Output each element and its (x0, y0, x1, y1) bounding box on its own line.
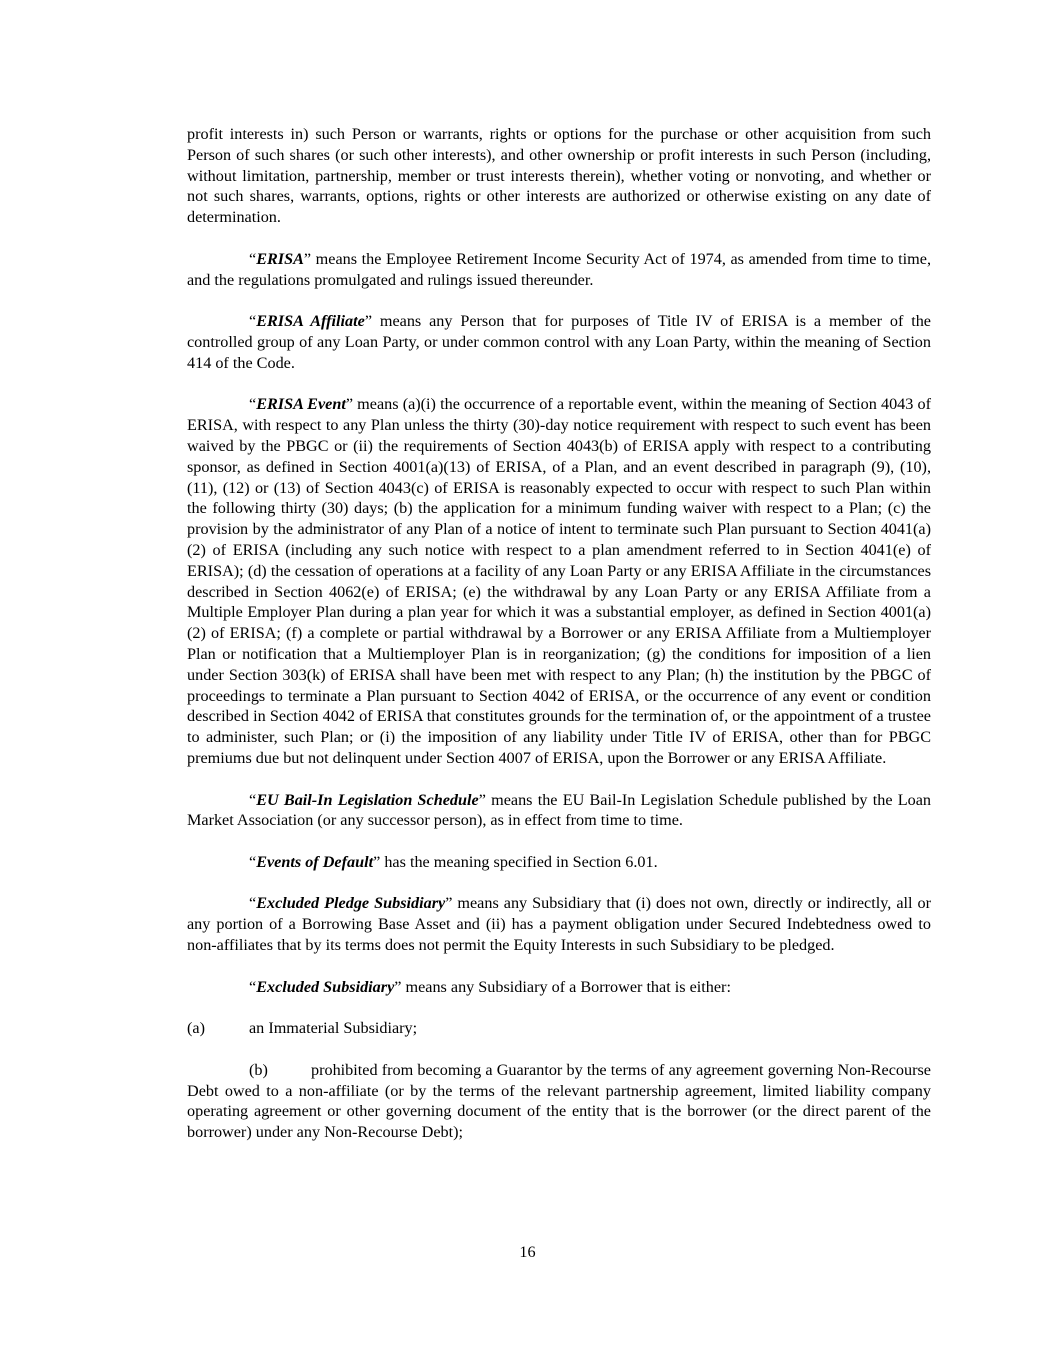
open-quote: “ (249, 249, 257, 268)
open-quote: “ (249, 852, 257, 871)
close-quote: ” (445, 894, 453, 913)
open-quote: “ (249, 894, 257, 913)
page-number: 16 (519, 1243, 536, 1261)
definition-text: has the meaning specified in Section 6.01. (380, 852, 658, 871)
open-quote: “ (249, 790, 257, 809)
subitem-b (187, 1060, 931, 1143)
subitem-label: (b) (249, 1060, 268, 1079)
definition-erisa (187, 249, 931, 291)
definition-events-of-default (187, 852, 931, 873)
defined-term: ERISA Affiliate (256, 312, 365, 331)
close-quote: ” (303, 249, 312, 268)
defined-term: ERISA (256, 249, 304, 268)
definition-text: means the EU Bail-In Legislation Schedule published by the Loan Market Association (or any successor person), as in effect from time to time. (187, 790, 931, 830)
paragraph-text: profit interests in) such Person or warrants, rights or options for the purchase or other acquisition from such Person of such shares (or such other interests), and other ownership or profit interests in such Person (including, without limitation, partnership, member or trust interests therein), whether voting or nonvoting, and whether or not such shares, warrants, options, rights or other interests are authorized or otherwise existing on any date of determination. (187, 125, 931, 227)
definition-excluded-subsidiary (187, 977, 931, 998)
open-quote: “ (249, 312, 257, 331)
definition-eu-bail-in (187, 790, 931, 832)
close-quote: ” (373, 852, 381, 871)
defined-term: EU Bail-In Legislation Schedule (256, 790, 479, 809)
document-body (187, 124, 931, 1164)
close-quote: ” (345, 395, 354, 414)
definition-text: means any Subsidiary of a Borrower that is either: (401, 977, 731, 996)
open-quote: “ (249, 395, 257, 414)
definition-excluded-pledge-subsidiary (187, 893, 931, 955)
defined-term: Excluded Pledge Subsidiary (256, 894, 446, 913)
subitem-text: prohibited from becoming a Guarantor by the terms of any agreement governing Non-Recourse Debt owed to a non-affiliate (or by the terms of the relevant partnership agreement, limited liability company operating agreement or other governing document of the entity that is the borrower (or the direct parent of the borrower) under any Non-Recourse Debt); (187, 1060, 931, 1142)
subitem-a (187, 1018, 931, 1039)
close-quote: ” (364, 312, 372, 331)
definition-text: means the Employee Retirement Income Security Act of 1974, as amended from time to time, and the regulations promulgated and rulings issued thereunder. (187, 249, 931, 289)
definition-erisa-affiliate (187, 311, 931, 373)
definition-text: means any Subsidiary that (i) does not own, directly or indirectly, all or any portion of a Borrowing Base Asset and (ii) has a payment obligation under Secured Indebtedness owed to non-affiliates that by its terms does not permit the Equity Interests in such Subsidiary to be pledged. (187, 894, 931, 955)
paragraph-continuation (187, 124, 931, 228)
close-quote: ” (394, 977, 402, 996)
subitem-text: an Immaterial Subsidiary; (249, 1019, 418, 1038)
defined-term: Events of Default (256, 852, 374, 871)
defined-term: ERISA Event (256, 395, 346, 414)
definition-erisa-event (187, 394, 931, 768)
definition-text: means (a)(i) the occurrence of a reportable event, within the meaning of Section 4043 of ERISA, with respect to any Plan unless the thirty (30)-day notice requirement with respect to such event has been waived by the PBGC or (ii) the requirements of Section 4043(b) of ERISA apply with respect to a contributing sponsor, as defined in Section 4001(a)(13) of ERISA, of a Plan, and an event described in paragraph (9), (10), (11), (12) or (13) of Section 4043(c) of ERISA is reasonably expected to occur with respect to such Plan within the following thirty (30) days; (b) the application for a minimum funding waiver with respect to a Plan; (c) the provision by the administrator of any Plan of a notice of intent to terminate such Plan pursuant to Section 4041(a)(2) of ERISA (including any such notice with respect to a plan amendment referred to in Section 4041(e) of ERISA); (d) the cessation of operations at a facility of any Loan Party or any ERISA Affiliate in the circumstances described in Section 4062(e) of ERISA; (e) the withdrawal by any Loan Party or any ERISA Affiliate from a Multiple Employer Plan during a plan year for which it was a substantial employer, as defined in Section 4001(a)(2) of ERISA; (f) a complete or partial withdrawal by a Borrower or any ERISA Affiliate from a Multiemployer Plan or notification that a Multiemployer Plan is in reorganization; (g) the conditions for imposition of a lien under Section 303(k) of ERISA shall have been met with respect to any Plan; (h) the institution by the PBGC of proceedings to terminate a Plan pursuant to Section 4042 of ERISA, or the occurrence of any event or condition described in Section 4042 of ERISA that constitutes grounds for the termination of, or the appointment of a trustee to administer, such Plan; or (i) the imposition of any liability under Title IV of ERISA, other than for PBGC premiums due but not delinquent under Section 4007 of ERISA, upon the Borrower or any ERISA Affiliate. (187, 395, 932, 767)
close-quote: ” (478, 790, 486, 809)
definition-text: means any Person that for purposes of Title IV of ERISA is a member of the controlled group of any Loan Party, or under common control with any Loan Party, within the meaning of Section 414 of the Code. (187, 312, 931, 372)
defined-term: Excluded Subsidiary (256, 977, 395, 996)
open-quote: “ (249, 977, 257, 996)
subitem-label: (a) (187, 1019, 205, 1038)
